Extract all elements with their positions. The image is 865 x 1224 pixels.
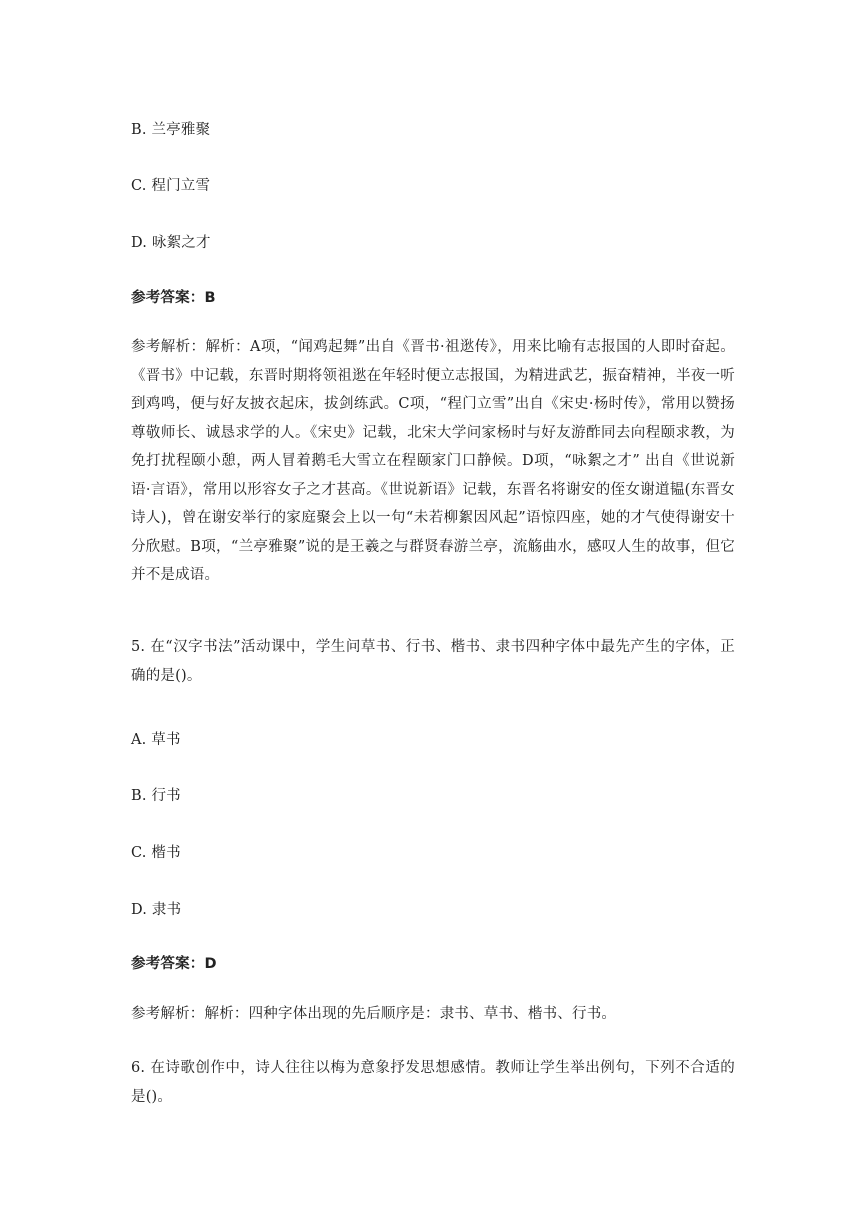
q5-question: 5. 在“汉字书法”活动课中，学生问草书、行书、楷书、隶书四种字体中最先产生的字体，正确的是()。 xyxy=(131,639,735,684)
q4-option-c: C. 程门立雪 xyxy=(131,178,211,194)
q5-option-b: B. 行书 xyxy=(131,788,181,804)
q6-question: 6. 在诗歌创作中，诗人往往以梅为意象抒发思想感情。教师让学生举出例句，下列不合适的是()。 xyxy=(131,1060,735,1105)
q4-analysis: 参考解析：解析：A项，“闻鸡起舞”出自《晋书·祖逖传》，用来比喻有志报国的人即时奋起。《晋书》中记载，东晋时期将领祖逖在年轻时便立志报国，为精进武艺，振奋精神，半夜一听到鸡鸣，便与好友披衣起床，拔剑练武。C项，“程门立雪”出自《宋史·杨时传》，常用以赞扬尊敬师长、诚恳求学的人。《宋史》记载，北宋大学问家杨时与好友游酢同去向程颐求教，为免打扰程颐小憩，两人冒着鹅毛大雪立在程颐家门口静候。D项，“咏絮之才” 出自《世说新语·言语》，常用以形容女子之才甚高。《世说新语》记载，东晋名将谢安的侄女谢道韫(东晋女诗人)，曾在谢安举行的家庭聚会上以一句“未若柳絮因风起”语惊四座，她的才气使得谢安十分欣慰。B项，“兰亭雅聚”说的是王羲之与群贤春游兰亭，流觞曲水，感叹人生的故事，但它并不是成语。 xyxy=(131,339,735,583)
q4-option-d: D. 咏絮之才 xyxy=(131,235,211,251)
q5-answer: 参考答案：D xyxy=(131,956,217,972)
q5-option-d: D. 隶书 xyxy=(131,902,182,918)
q4-answer: 参考答案：B xyxy=(131,290,216,306)
q5-analysis: 参考解析：解析：四种字体出现的先后顺序是：隶书、草书、楷书、行书。 xyxy=(131,1006,617,1022)
q5-option-a: A. 草书 xyxy=(131,732,181,748)
q4-option-b: B. 兰亭雅聚 xyxy=(131,122,211,138)
q5-option-c: C. 楷书 xyxy=(131,845,181,861)
